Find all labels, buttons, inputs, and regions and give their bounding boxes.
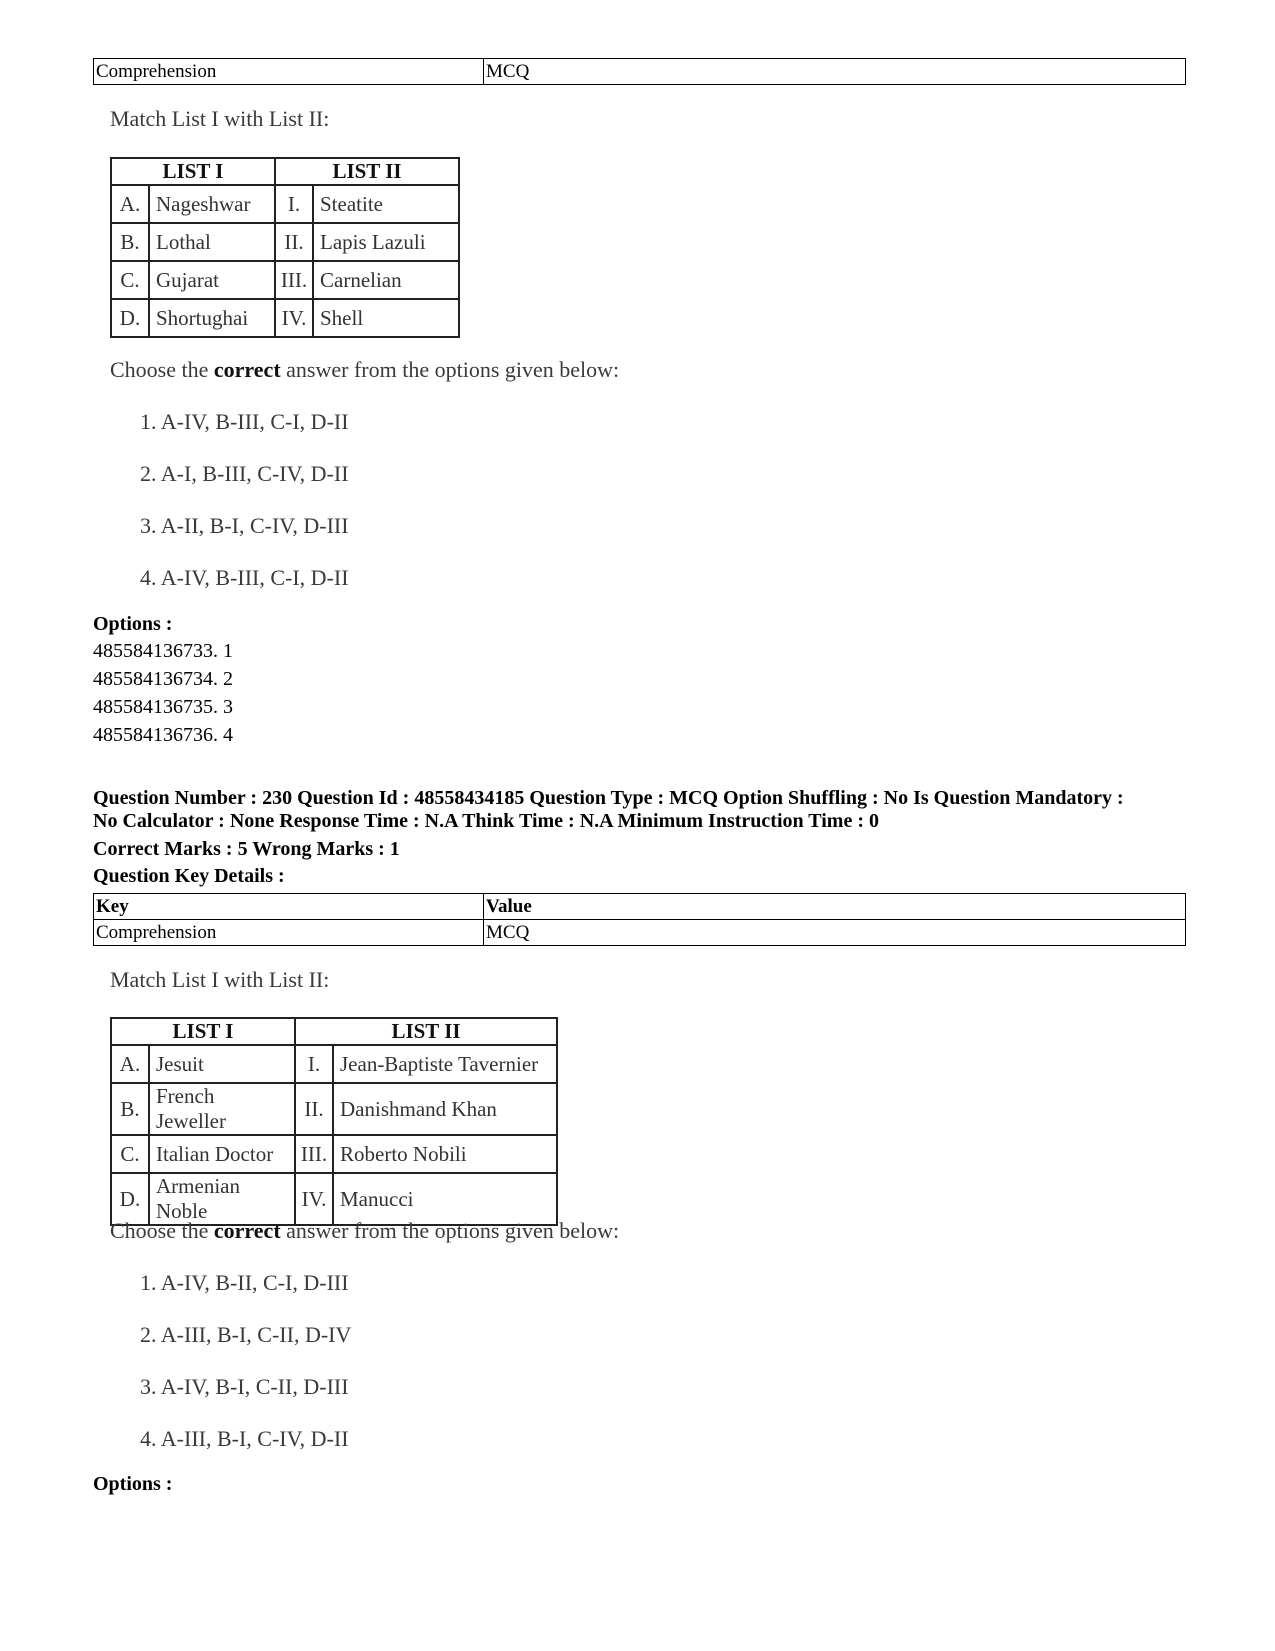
q1-choice-1: 1. A-IV, B-III, C-I, D-II bbox=[140, 409, 349, 434]
q1-intro: Match List I with List II: bbox=[110, 106, 330, 131]
q2-choice-2: 2. A-III, B-I, C-II, D-IV bbox=[140, 1322, 352, 1347]
table-row bbox=[111, 185, 459, 223]
table-row bbox=[111, 1083, 557, 1135]
list1-header: LIST I bbox=[111, 158, 275, 185]
row-numeral: II. bbox=[275, 223, 313, 261]
list2-item: Carnelian bbox=[313, 261, 459, 299]
row-letter: B. bbox=[111, 1083, 149, 1135]
list2-item: Manucci bbox=[333, 1173, 557, 1225]
list2-header: LIST II bbox=[275, 158, 459, 185]
q1-key-table bbox=[93, 58, 1186, 85]
list1-item: Nageshwar bbox=[149, 185, 275, 223]
q2-meta-line-2: No Calculator : None Response Time : N.A Think Time : N.A Minimum Instruction Time : 0 bbox=[93, 810, 879, 832]
q2-choice-3: 3. A-IV, B-I, C-II, D-III bbox=[140, 1374, 349, 1399]
list1-item: French Jeweller bbox=[149, 1083, 295, 1135]
q1-option-id-3: 485584136735. 3 bbox=[93, 696, 233, 718]
list2-item: Shell bbox=[313, 299, 459, 337]
table-row bbox=[111, 261, 459, 299]
choose-pre: Choose the bbox=[110, 1218, 214, 1243]
row-letter: A. bbox=[111, 185, 149, 223]
choose-bold: correct bbox=[213, 1218, 281, 1243]
value-cell: MCQ bbox=[484, 920, 1186, 946]
row-letter: C. bbox=[111, 261, 149, 299]
row-numeral: I. bbox=[295, 1045, 333, 1083]
list1-item: Armenian Noble bbox=[149, 1173, 295, 1225]
row-letter: A. bbox=[111, 1045, 149, 1083]
list1-item: Jesuit bbox=[149, 1045, 295, 1083]
q2-intro: Match List I with List II: bbox=[110, 967, 330, 992]
q2-key-details-label: Question Key Details : bbox=[93, 865, 285, 887]
list2-item: Lapis Lazuli bbox=[313, 223, 459, 261]
q2-choice-4: 4. A-III, B-I, C-IV, D-II bbox=[140, 1426, 349, 1451]
row-letter: C. bbox=[111, 1135, 149, 1173]
list2-item: Roberto Nobili bbox=[333, 1135, 557, 1173]
list1-header: LIST I bbox=[111, 1018, 295, 1045]
key-header: Key bbox=[94, 894, 484, 920]
row-letter: D. bbox=[111, 1173, 149, 1225]
q1-choice-4: 4. A-IV, B-III, C-I, D-II bbox=[140, 565, 349, 590]
choose-pre: Choose the bbox=[110, 357, 214, 382]
choose-bold: correct bbox=[213, 357, 281, 382]
q1-options-label: Options : bbox=[93, 613, 173, 635]
q2-meta-line-1: Question Number : 230 Question Id : 48558434185 Question Type : MCQ Option Shuffling : No Is Question Mandatory : bbox=[93, 787, 1124, 809]
row-letter: B. bbox=[111, 223, 149, 261]
list2-item: Jean-Baptiste Tavernier bbox=[333, 1045, 557, 1083]
list1-item: Lothal bbox=[149, 223, 275, 261]
table-row bbox=[111, 223, 459, 261]
q2-key-table bbox=[93, 893, 1186, 946]
list2-item: Danishmand Khan bbox=[333, 1083, 557, 1135]
key-cell: Comprehension bbox=[94, 59, 484, 85]
list2-header: LIST II bbox=[295, 1018, 557, 1045]
value-header: Value bbox=[484, 894, 1186, 920]
q2-choice-1: 1. A-IV, B-II, C-I, D-III bbox=[140, 1270, 349, 1295]
choose-post: answer from the options given below: bbox=[280, 357, 620, 382]
q2-options-label: Options : bbox=[93, 1473, 173, 1495]
list1-item: Italian Doctor bbox=[149, 1135, 295, 1173]
list1-item: Shortughai bbox=[149, 299, 275, 337]
q1-choose-instruction bbox=[110, 357, 619, 383]
q2-marks: Correct Marks : 5 Wrong Marks : 1 bbox=[93, 838, 400, 860]
row-numeral: II. bbox=[295, 1083, 333, 1135]
q2-match-table bbox=[110, 1017, 558, 1226]
q1-option-id-2: 485584136734. 2 bbox=[93, 668, 233, 690]
row-numeral: IV. bbox=[275, 299, 313, 337]
list2-item: Steatite bbox=[313, 185, 459, 223]
row-numeral: IV. bbox=[295, 1173, 333, 1225]
table-row bbox=[111, 1135, 557, 1173]
q1-option-id-4: 485584136736. 4 bbox=[93, 724, 233, 746]
row-numeral: III. bbox=[295, 1135, 333, 1173]
list1-item: Gujarat bbox=[149, 261, 275, 299]
q2-choose-instruction bbox=[110, 1218, 619, 1244]
q1-choice-2: 2. A-I, B-III, C-IV, D-II bbox=[140, 461, 349, 486]
row-letter: D. bbox=[111, 299, 149, 337]
q1-match-table bbox=[110, 157, 460, 338]
key-cell: Comprehension bbox=[94, 920, 484, 946]
q1-choice-3: 3. A-II, B-I, C-IV, D-III bbox=[140, 513, 349, 538]
q1-option-id-1: 485584136733. 1 bbox=[93, 640, 233, 662]
table-row bbox=[111, 1045, 557, 1083]
row-numeral: III. bbox=[275, 261, 313, 299]
value-cell: MCQ bbox=[484, 59, 1186, 85]
row-numeral: I. bbox=[275, 185, 313, 223]
choose-post: answer from the options given below: bbox=[280, 1218, 620, 1243]
table-row bbox=[111, 299, 459, 337]
